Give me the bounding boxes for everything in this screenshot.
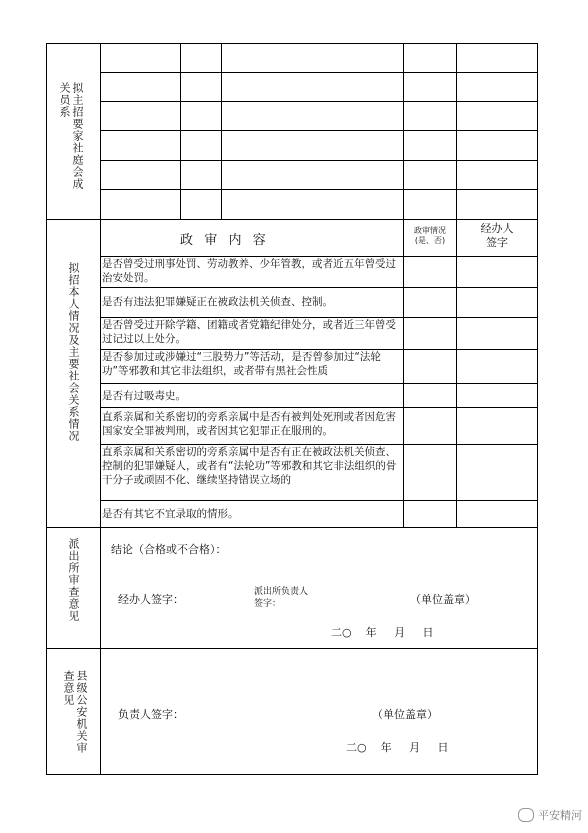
county-police-label: 县级公安机关审查意见 [62,670,88,754]
review-item: 直系亲属和关系密切的旁系亲属中是否有正在被政法机关侦查、控制的犯罪嫌疑人，或者有“法轮功”等邪教和其它非法组织的骨干分子或顽固不化、继续坚持错误立场的 [102,446,397,486]
watermark [518,807,582,823]
leader-signature-label: 负责人签字： [118,708,184,721]
watermark-text: 平安精河 [538,809,582,822]
review-status-header: 政审情况 (是、否) [414,226,446,245]
date-line: 二○ 年 月 日 [346,741,449,754]
unit-seal-label: （单位盖章） [410,593,476,606]
review-item: 是否有其它不宜录取的情形。 [102,508,239,520]
officer-signature-header: 经办人 签字 [480,222,514,249]
review-item: 是否有违法犯罪嫌疑正在被政法机关侦查、控制。 [102,296,333,308]
officer-signature-label: 经办人签字： [118,593,184,606]
conclusion-label: 结论（合格或不合格）： [111,543,227,556]
review-item: 是否曾受过开除学籍、团籍或者党籍纪律处分，或者近三年曾受过记过以上处分。 [102,319,396,345]
wechat-icon [518,808,534,822]
unit-seal-label: （单位盖章） [372,708,438,721]
review-item: 是否有过吸毒史。 [102,390,186,402]
political-status-label: 拟招本人情况及主要社会关系情况 [67,262,80,442]
police-station-label: 派出所审查意见 [67,538,80,622]
date-line: 二○ 年 月 日 [331,626,434,639]
review-item: 是否曾受过刑事处罚、劳动教养、少年管教，或者近五年曾受过治安处罚。 [102,258,396,284]
family-members-label: 拟主招要家社庭会成关员系 [58,82,84,190]
review-content-heading: 政 审 内 容 [180,233,267,248]
review-item: 是否参加过或涉嫌过“三股势力”等活动，是否曾参加过“法轮功”等邪教和其它非法组织，或者带有黑社会性质 [102,351,381,377]
station-chief-signature-label: 派出所负责人 签字： [254,587,309,609]
review-item: 直系亲属和关系密切的旁系亲属中是否有被判处死刑或者因危害国家安全罪被判刑，或者因其它犯罪正在服刑的。 [102,411,396,437]
